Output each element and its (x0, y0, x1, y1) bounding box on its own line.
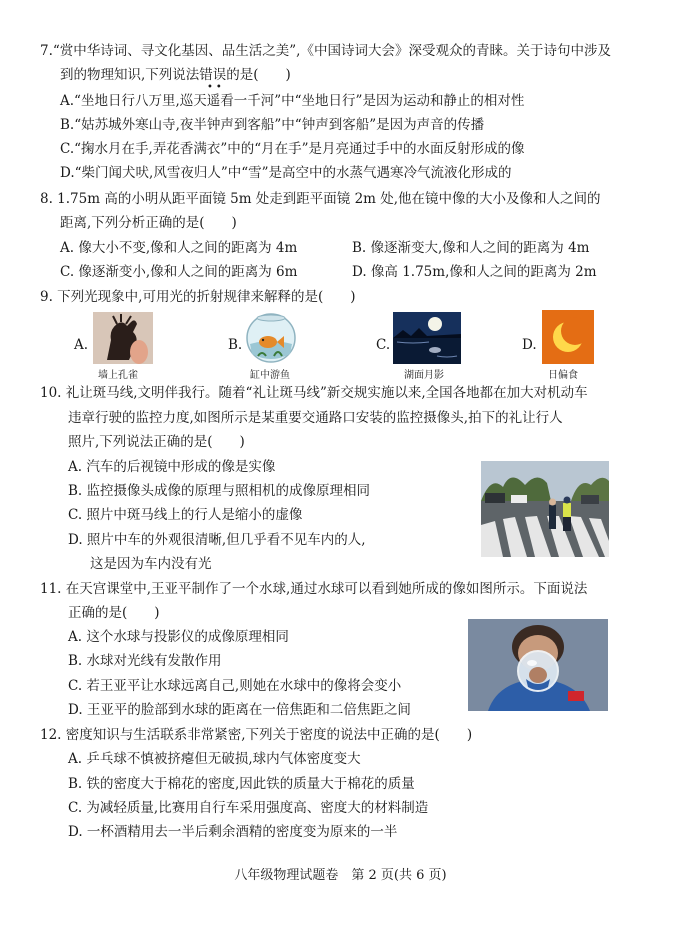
q9-option-d-letter: D. (522, 337, 537, 353)
q9-option-b-letter: B. (228, 337, 243, 353)
solar-eclipse-image (542, 310, 594, 364)
q10-stem-line1: 10. 礼让斑马线,文明伴我行。随着“礼让斑马线”新交规实施以来,全国各地都在加大对机动车 (40, 385, 588, 401)
emphasis-dots: •• (207, 82, 225, 93)
q7-stem-line1: 7.“赏中华诗词、寻文化基因、品生活之美”,《中国诗词大会》深受观众的青睐。关于诗句中涉及 (40, 43, 611, 59)
q8-stem-line2: 距离,下列分析正确的是( ) (60, 215, 237, 231)
q7-option-a: A.“坐地日行八万里,巡天遥看一千河”中“坐地日行”是因为运动和静止的相对性 (60, 93, 525, 109)
q7-option-c: C.“掬水月在手,弄花香满衣”中的“月在手”是月亮通过手中的水面反射形成的像 (60, 141, 525, 157)
q8-option-c: C. 像逐渐变小,像和人之间的距离为 6m (60, 264, 298, 280)
fishbowl-image (244, 310, 298, 364)
q10-option-d-line1: D. 照片中车的外观很清晰,但几乎看不见车内的人, (68, 532, 366, 548)
q9-option-c-letter: C. (376, 337, 391, 353)
q8-stem-line1: 8. 1.75m 高的小明从距平面镜 5m 处走到距平面镜 2m 处,他在镜中像的大小及像和人之间的 (40, 191, 601, 207)
q10-option-a: A. 汽车的后视镜中形成的像是实像 (68, 459, 276, 475)
page-footer: 八年级物理试题卷 第 2 页(共 6 页) (234, 868, 447, 883)
q12-option-c: C. 为减轻质量,比赛用自行车采用强度高、密度大的材料制造 (68, 800, 429, 816)
q8-option-b: B. 像逐渐变大,像和人之间的距离为 4m (352, 240, 590, 256)
q11-option-a: A. 这个水球与投影仪的成像原理相同 (68, 629, 289, 645)
q12-stem: 12. 密度知识与生活联系非常紧密,下列关于密度的说法中正确的是( ) (40, 727, 473, 743)
q11-option-c: C. 若王亚平让水球远离自己,则她在水球中的像将会变小 (68, 678, 402, 694)
shadow-peacock-image (93, 312, 153, 364)
q11-stem-line1: 11. 在天宫课堂中,王亚平制作了一个水球,通过水球可以看到她所成的像如图所示。下面说法 (40, 581, 588, 597)
q11-stem-line2: 正确的是( ) (68, 605, 160, 621)
q9-option-c-caption: 湖面月影 (404, 370, 444, 381)
q9-option-d-caption: 日偏食 (548, 370, 578, 381)
crosswalk-photo (481, 461, 609, 557)
q10-option-c: C. 照片中斑马线上的行人是缩小的虚像 (68, 507, 303, 523)
q12-option-a: A. 乒乓球不慎被挤瘪但无破损,球内气体密度变大 (68, 751, 361, 767)
q9-option-a-letter: A. (74, 337, 89, 353)
q8-option-a: A. 像大小不变,像和人之间的距离为 4m (60, 240, 298, 256)
q7-option-b: B.“姑苏城外寒山寺,夜半钟声到客船”中“钟声到客船”是因为声音的传播 (60, 117, 485, 133)
lake-moon-image (393, 312, 461, 364)
q10-stem-line2: 违章行驶的监控力度,如图所示是某重要交通路口安装的监控摄像头,拍下的礼让行人 (68, 410, 563, 426)
q10-option-b: B. 监控摄像头成像的原理与照相机的成像原理相同 (68, 483, 371, 499)
q7-stem-line2: 到的物理知识,下列说法错误的是( ) (60, 67, 291, 83)
q8-option-d: D. 像高 1.75m,像和人之间的距离为 2m (352, 264, 597, 280)
q9-stem: 9. 下列光现象中,可用光的折射规律来解释的是( ) (40, 289, 356, 305)
q11-option-d: D. 王亚平的脸部到水球的距离在一倍焦距和二倍焦距之间 (68, 702, 411, 718)
q9-option-a-caption: 墙上孔雀 (98, 370, 138, 381)
q10-option-d-line2: 这是因为车内没有光 (90, 556, 212, 572)
q9-option-b-caption: 缸中游鱼 (250, 370, 290, 381)
q10-stem-line3: 照片,下列说法正确的是( ) (68, 434, 245, 450)
q11-option-b: B. 水球对光线有发散作用 (68, 653, 222, 669)
q7-option-d: D.“柴门闻犬吠,风雪夜归人”中“雪”是高空中的水蒸气遇寒冷气流液化形成的 (60, 165, 512, 181)
q12-option-b: B. 铁的密度大于棉花的密度,因此铁的质量大于棉花的质量 (68, 776, 415, 792)
q12-option-d: D. 一杯酒精用去一半后剩余酒精的密度变为原来的一半 (68, 824, 398, 840)
water-ball-photo (468, 619, 608, 711)
